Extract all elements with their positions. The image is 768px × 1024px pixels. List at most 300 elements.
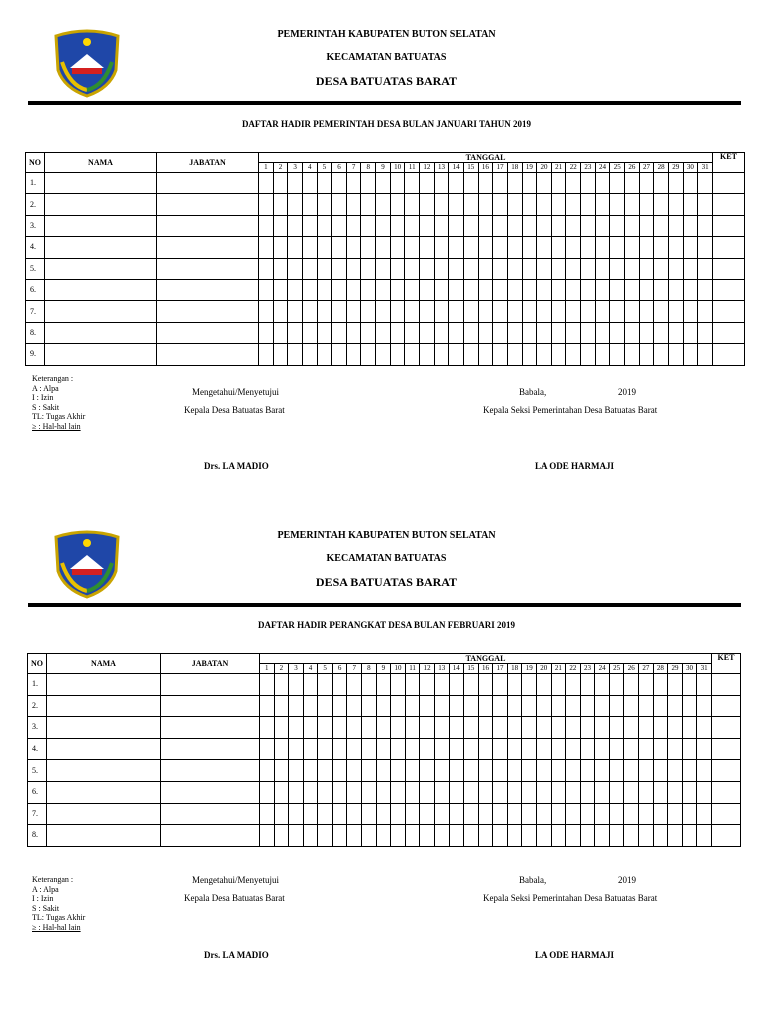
day-cell[interactable] — [609, 781, 624, 803]
day-cell[interactable] — [376, 695, 391, 717]
day-cell[interactable] — [682, 674, 697, 696]
day-cell[interactable] — [391, 695, 406, 717]
day-cell[interactable] — [303, 674, 318, 696]
day-cell[interactable] — [653, 738, 668, 760]
day-cell[interactable] — [332, 781, 347, 803]
day-cell[interactable] — [376, 674, 391, 696]
position-cell[interactable] — [161, 803, 260, 825]
ket-cell[interactable] — [712, 803, 741, 825]
day-cell[interactable] — [536, 781, 551, 803]
day-header: 28 — [654, 163, 669, 173]
day-cell[interactable] — [536, 695, 551, 717]
day-cell[interactable] — [332, 738, 347, 760]
day-cell[interactable] — [478, 781, 493, 803]
ket-cell[interactable] — [712, 781, 741, 803]
day-cell[interactable] — [682, 781, 697, 803]
day-cell[interactable] — [289, 674, 304, 696]
day-cell[interactable] — [566, 738, 581, 760]
day-cell[interactable] — [303, 738, 318, 760]
day-cell[interactable] — [595, 695, 610, 717]
day-cell[interactable] — [420, 803, 435, 825]
day-cell[interactable] — [566, 760, 581, 782]
day-cell[interactable] — [318, 781, 333, 803]
day-cell[interactable] — [624, 760, 639, 782]
day-cell[interactable] — [551, 717, 566, 739]
day-cell[interactable] — [580, 781, 595, 803]
day-cell[interactable] — [303, 695, 318, 717]
day-cell[interactable] — [376, 781, 391, 803]
day-cell[interactable] — [551, 674, 566, 696]
header-line-3: DESA BATUATAS BARAT — [315, 575, 458, 589]
day-cell[interactable] — [260, 695, 275, 717]
day-cell[interactable] — [405, 738, 420, 760]
day-cell[interactable] — [405, 717, 420, 739]
day-cell[interactable] — [624, 674, 639, 696]
day-cell[interactable] — [682, 803, 697, 825]
day-cell[interactable] — [639, 760, 654, 782]
day-cell[interactable] — [551, 760, 566, 782]
day-cell[interactable] — [653, 695, 668, 717]
day-cell[interactable] — [464, 717, 479, 739]
day-cell[interactable] — [566, 781, 581, 803]
day-cell[interactable] — [493, 781, 508, 803]
day-cell[interactable] — [391, 781, 406, 803]
day-cell[interactable] — [478, 760, 493, 782]
day-cell[interactable] — [551, 738, 566, 760]
day-cell[interactable] — [332, 717, 347, 739]
name-cell[interactable] — [47, 760, 161, 782]
day-cell[interactable] — [522, 674, 537, 696]
day-cell[interactable] — [347, 717, 362, 739]
day-cell[interactable] — [624, 781, 639, 803]
day-cell[interactable] — [318, 674, 333, 696]
day-cell[interactable] — [391, 760, 406, 782]
day-cell[interactable] — [609, 760, 624, 782]
day-cell[interactable] — [639, 674, 654, 696]
day-cell[interactable] — [639, 781, 654, 803]
day-cell[interactable] — [639, 825, 654, 847]
day-cell[interactable] — [464, 674, 479, 696]
day-cell[interactable] — [362, 695, 377, 717]
position-cell[interactable] — [161, 738, 260, 760]
day-cell[interactable] — [289, 825, 304, 847]
day-cell[interactable] — [449, 674, 464, 696]
day-cell[interactable] — [376, 717, 391, 739]
day-cell[interactable] — [653, 825, 668, 847]
day-header: 22 — [566, 163, 581, 173]
day-cell[interactable] — [332, 825, 347, 847]
day-cell[interactable] — [318, 825, 333, 847]
day-cell[interactable] — [595, 738, 610, 760]
day-cell[interactable] — [697, 738, 712, 760]
day-cell[interactable] — [391, 825, 406, 847]
day-cell[interactable] — [274, 760, 289, 782]
day-cell[interactable] — [551, 695, 566, 717]
day-cell[interactable] — [580, 717, 595, 739]
day-cell[interactable] — [434, 825, 449, 847]
day-cell[interactable] — [449, 738, 464, 760]
day-cell[interactable] — [347, 695, 362, 717]
position-cell[interactable] — [161, 760, 260, 782]
day-cell[interactable] — [274, 695, 289, 717]
day-cell[interactable] — [289, 760, 304, 782]
day-cell[interactable] — [303, 825, 318, 847]
day-cell[interactable] — [464, 825, 479, 847]
day-cell[interactable] — [493, 674, 508, 696]
day-cell[interactable] — [405, 695, 420, 717]
ket-cell[interactable] — [712, 760, 741, 782]
day-cell[interactable] — [668, 781, 683, 803]
day-cell[interactable] — [624, 738, 639, 760]
day-cell[interactable] — [434, 803, 449, 825]
day-cell[interactable] — [595, 825, 610, 847]
day-cell[interactable] — [682, 738, 697, 760]
day-cell[interactable] — [434, 738, 449, 760]
day-cell[interactable] — [464, 738, 479, 760]
day-cell[interactable] — [697, 803, 712, 825]
day-cell[interactable] — [697, 674, 712, 696]
day-cell[interactable] — [682, 717, 697, 739]
header-line-2: KECAMATAN BATUATAS — [326, 52, 447, 63]
name-cell[interactable] — [47, 738, 161, 760]
day-cell[interactable] — [624, 825, 639, 847]
day-cell[interactable] — [434, 695, 449, 717]
day-cell[interactable] — [478, 674, 493, 696]
day-cell[interactable] — [289, 781, 304, 803]
day-cell[interactable] — [303, 803, 318, 825]
day-cell[interactable] — [260, 825, 275, 847]
day-cell[interactable] — [420, 781, 435, 803]
table-row — [28, 760, 741, 782]
day-cell[interactable] — [274, 825, 289, 847]
day-cell[interactable] — [464, 760, 479, 782]
day-cell[interactable] — [595, 760, 610, 782]
day-cell[interactable] — [639, 738, 654, 760]
day-cell[interactable] — [449, 760, 464, 782]
day-cell[interactable] — [347, 781, 362, 803]
day-cell[interactable] — [347, 825, 362, 847]
day-cell[interactable] — [376, 803, 391, 825]
position-cell[interactable] — [161, 695, 260, 717]
day-header: 17 — [493, 664, 508, 674]
day-cell[interactable] — [522, 717, 537, 739]
day-cell[interactable] — [464, 781, 479, 803]
row-number: 6. — [26, 279, 45, 300]
day-cell[interactable] — [449, 803, 464, 825]
day-cell[interactable] — [289, 695, 304, 717]
day-cell[interactable] — [653, 781, 668, 803]
day-cell[interactable] — [668, 803, 683, 825]
legend-item: A : Alpa — [32, 383, 59, 393]
day-header: 28 — [653, 664, 668, 674]
day-cell[interactable] — [653, 717, 668, 739]
day-cell[interactable] — [434, 781, 449, 803]
day-cell[interactable] — [405, 760, 420, 782]
day-cell[interactable] — [376, 760, 391, 782]
position-cell[interactable] — [161, 674, 260, 696]
day-cell[interactable] — [566, 674, 581, 696]
day-cell[interactable] — [420, 738, 435, 760]
day-cell[interactable] — [566, 803, 581, 825]
day-cell[interactable] — [391, 738, 406, 760]
day-cell[interactable] — [507, 803, 522, 825]
day-cell[interactable] — [289, 717, 304, 739]
day-header: 1 — [260, 664, 275, 674]
day-cell[interactable] — [609, 738, 624, 760]
day-cell[interactable] — [289, 738, 304, 760]
day-cell[interactable] — [362, 738, 377, 760]
day-cell[interactable] — [391, 717, 406, 739]
day-cell[interactable] — [420, 760, 435, 782]
day-cell[interactable] — [536, 738, 551, 760]
day-cell[interactable] — [434, 760, 449, 782]
name-cell[interactable] — [47, 803, 161, 825]
day-cell[interactable] — [536, 674, 551, 696]
row-number: 4. — [28, 738, 47, 760]
col-tanggal: TANGGAL — [259, 153, 713, 163]
day-cell[interactable] — [522, 695, 537, 717]
day-cell[interactable] — [362, 674, 377, 696]
day-cell[interactable] — [420, 695, 435, 717]
day-cell[interactable] — [362, 803, 377, 825]
day-cell[interactable] — [507, 781, 522, 803]
ket-cell[interactable] — [712, 738, 741, 760]
left-signer-role: Kepala Desa Batuatas Barat — [184, 893, 285, 903]
day-cell[interactable] — [682, 825, 697, 847]
day-cell[interactable] — [580, 803, 595, 825]
col-jabatan: JABATAN — [161, 654, 260, 674]
day-cell[interactable] — [609, 825, 624, 847]
day-cell[interactable] — [682, 695, 697, 717]
ket-cell[interactable] — [712, 825, 741, 847]
day-cell[interactable] — [318, 738, 333, 760]
day-cell[interactable] — [303, 781, 318, 803]
day-cell[interactable] — [595, 674, 610, 696]
day-cell[interactable] — [405, 674, 420, 696]
day-cell[interactable] — [318, 717, 333, 739]
name-cell[interactable] — [47, 674, 161, 696]
day-cell[interactable] — [639, 717, 654, 739]
day-cell[interactable] — [624, 695, 639, 717]
day-cell[interactable] — [391, 803, 406, 825]
day-cell[interactable] — [405, 781, 420, 803]
day-cell[interactable] — [639, 695, 654, 717]
day-cell[interactable] — [507, 760, 522, 782]
day-cell[interactable] — [507, 738, 522, 760]
day-cell[interactable] — [668, 717, 683, 739]
day-cell[interactable] — [551, 781, 566, 803]
day-cell[interactable] — [522, 825, 537, 847]
ket-cell[interactable] — [712, 717, 741, 739]
day-header: 19 — [522, 163, 537, 173]
day-cell[interactable] — [449, 781, 464, 803]
day-cell[interactable] — [522, 738, 537, 760]
day-cell[interactable] — [653, 674, 668, 696]
day-cell[interactable] — [668, 674, 683, 696]
day-cell[interactable] — [347, 803, 362, 825]
day-cell[interactable] — [434, 674, 449, 696]
day-cell[interactable] — [260, 674, 275, 696]
day-cell[interactable] — [420, 674, 435, 696]
day-cell[interactable] — [595, 781, 610, 803]
day-cell[interactable] — [493, 825, 508, 847]
day-cell[interactable] — [274, 674, 289, 696]
day-cell[interactable] — [449, 825, 464, 847]
year-label: 2019 — [618, 875, 636, 885]
day-cell[interactable] — [522, 760, 537, 782]
day-header: 2 — [274, 664, 289, 674]
day-cell[interactable] — [697, 825, 712, 847]
day-cell[interactable] — [609, 803, 624, 825]
day-cell[interactable] — [274, 738, 289, 760]
day-cell[interactable] — [303, 760, 318, 782]
name-cell[interactable] — [47, 695, 161, 717]
day-cell[interactable] — [318, 760, 333, 782]
day-cell[interactable] — [566, 695, 581, 717]
day-cell[interactable] — [289, 803, 304, 825]
day-cell[interactable] — [391, 674, 406, 696]
day-cell[interactable] — [347, 674, 362, 696]
day-header: 4 — [303, 664, 318, 674]
day-cell[interactable] — [595, 717, 610, 739]
row-number: 5. — [28, 760, 47, 782]
day-cell[interactable] — [478, 717, 493, 739]
day-cell[interactable] — [493, 738, 508, 760]
day-cell[interactable] — [420, 825, 435, 847]
day-cell[interactable] — [332, 803, 347, 825]
day-cell[interactable] — [362, 760, 377, 782]
day-cell[interactable] — [493, 717, 508, 739]
day-cell[interactable] — [668, 738, 683, 760]
position-cell[interactable] — [161, 825, 260, 847]
day-cell[interactable] — [507, 825, 522, 847]
day-cell[interactable] — [478, 825, 493, 847]
day-header: 24 — [595, 163, 610, 173]
day-cell[interactable] — [405, 825, 420, 847]
day-cell[interactable] — [260, 717, 275, 739]
day-cell[interactable] — [376, 825, 391, 847]
day-cell[interactable] — [507, 674, 522, 696]
day-cell[interactable] — [624, 717, 639, 739]
day-cell[interactable] — [653, 760, 668, 782]
day-cell[interactable] — [449, 717, 464, 739]
day-cell[interactable] — [653, 803, 668, 825]
day-cell[interactable] — [464, 695, 479, 717]
day-cell[interactable] — [536, 825, 551, 847]
day-cell[interactable] — [580, 695, 595, 717]
day-cell[interactable] — [507, 695, 522, 717]
day-cell[interactable] — [580, 674, 595, 696]
day-cell[interactable] — [668, 695, 683, 717]
day-cell[interactable] — [595, 803, 610, 825]
day-cell[interactable] — [551, 803, 566, 825]
day-cell[interactable] — [405, 803, 420, 825]
name-cell[interactable] — [47, 781, 161, 803]
day-cell[interactable] — [493, 803, 508, 825]
day-cell[interactable] — [347, 760, 362, 782]
day-cell[interactable] — [260, 738, 275, 760]
day-cell[interactable] — [260, 803, 275, 825]
day-cell[interactable] — [697, 781, 712, 803]
day-cell[interactable] — [347, 738, 362, 760]
day-cell[interactable] — [566, 825, 581, 847]
day-cell[interactable] — [507, 717, 522, 739]
day-cell[interactable] — [566, 717, 581, 739]
day-cell[interactable] — [434, 717, 449, 739]
day-cell[interactable] — [274, 803, 289, 825]
day-cell[interactable] — [274, 781, 289, 803]
day-cell[interactable] — [580, 825, 595, 847]
position-cell[interactable] — [161, 781, 260, 803]
day-cell[interactable] — [580, 738, 595, 760]
day-cell[interactable] — [318, 695, 333, 717]
day-header: 6 — [332, 163, 347, 173]
day-cell[interactable] — [303, 717, 318, 739]
day-cell[interactable] — [624, 803, 639, 825]
name-cell[interactable] — [47, 825, 161, 847]
day-header: 26 — [625, 163, 640, 173]
day-cell[interactable] — [522, 781, 537, 803]
day-cell[interactable] — [478, 695, 493, 717]
day-cell[interactable] — [609, 674, 624, 696]
left-signer-name: Drs. LA MADIO — [204, 950, 269, 960]
day-cell[interactable] — [274, 717, 289, 739]
day-cell[interactable] — [668, 760, 683, 782]
day-cell[interactable] — [639, 803, 654, 825]
day-cell[interactable] — [668, 825, 683, 847]
day-cell[interactable] — [318, 803, 333, 825]
name-cell[interactable] — [47, 717, 161, 739]
day-header: 3 — [289, 664, 304, 674]
day-header: 8 — [361, 163, 376, 173]
day-cell[interactable] — [260, 760, 275, 782]
row-number: 2. — [28, 695, 47, 717]
day-cell[interactable] — [332, 674, 347, 696]
day-cell[interactable] — [697, 717, 712, 739]
day-cell[interactable] — [464, 803, 479, 825]
ket-cell[interactable] — [712, 674, 741, 696]
day-cell[interactable] — [478, 803, 493, 825]
day-cell[interactable] — [682, 760, 697, 782]
day-cell[interactable] — [420, 717, 435, 739]
day-cell[interactable] — [536, 760, 551, 782]
day-header: 29 — [668, 664, 683, 674]
day-cell[interactable] — [697, 760, 712, 782]
day-cell[interactable] — [332, 695, 347, 717]
day-cell[interactable] — [449, 695, 464, 717]
day-cell[interactable] — [536, 717, 551, 739]
day-cell[interactable] — [493, 695, 508, 717]
col-ket: KET — [713, 153, 745, 173]
position-cell[interactable] — [161, 717, 260, 739]
day-cell[interactable] — [478, 738, 493, 760]
day-cell[interactable] — [376, 738, 391, 760]
day-cell[interactable] — [580, 760, 595, 782]
day-cell[interactable] — [609, 695, 624, 717]
day-cell[interactable] — [551, 825, 566, 847]
day-cell[interactable] — [332, 760, 347, 782]
day-cell[interactable] — [536, 803, 551, 825]
day-cell[interactable] — [362, 781, 377, 803]
day-cell[interactable] — [362, 825, 377, 847]
day-cell[interactable] — [493, 760, 508, 782]
day-cell[interactable] — [609, 717, 624, 739]
day-cell[interactable] — [697, 695, 712, 717]
ket-cell[interactable] — [712, 695, 741, 717]
day-cell[interactable] — [260, 781, 275, 803]
day-cell[interactable] — [522, 803, 537, 825]
day-cell[interactable] — [362, 717, 377, 739]
